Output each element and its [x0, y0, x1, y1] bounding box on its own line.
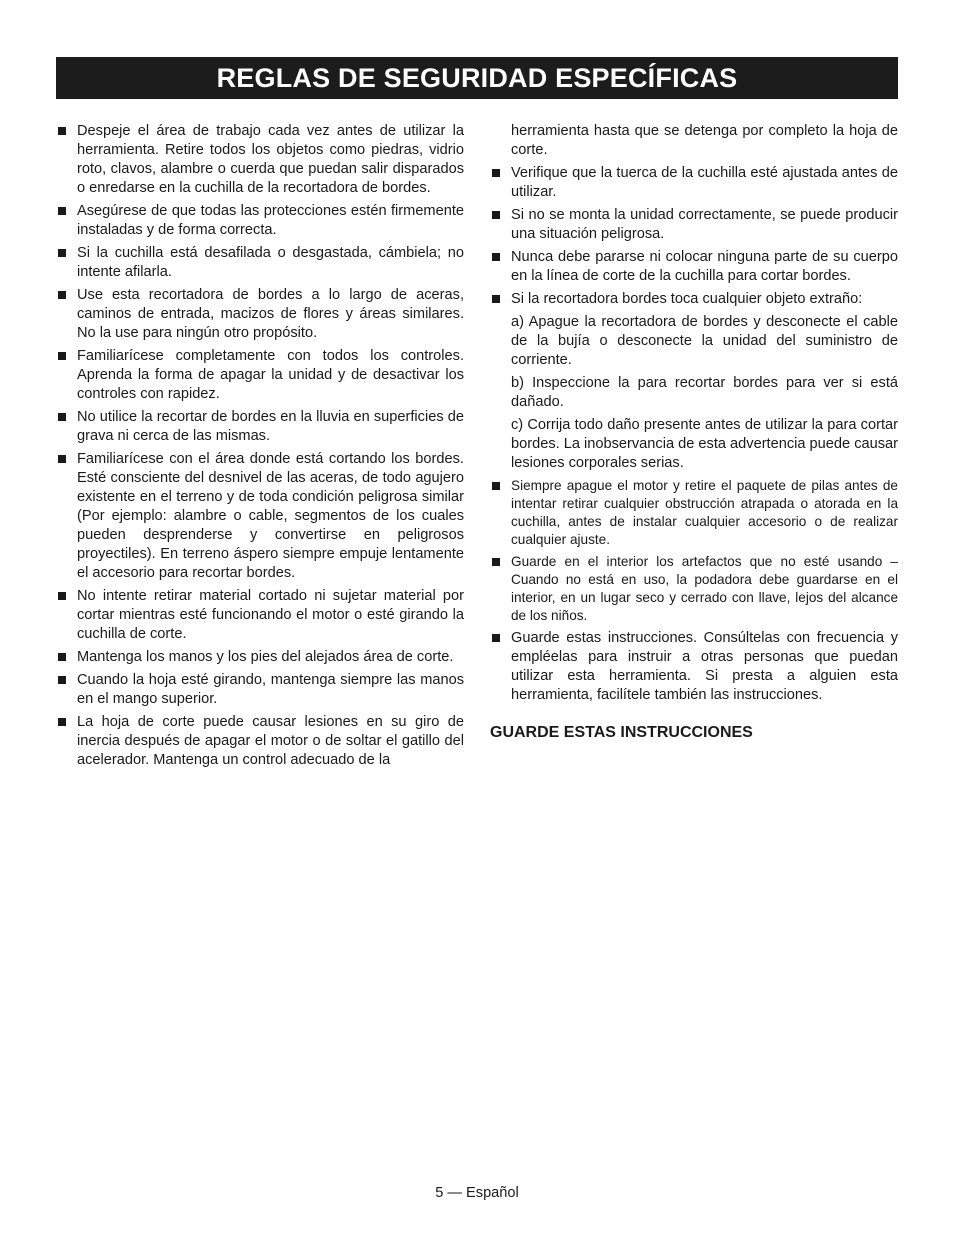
right-rules-list-b	[490, 477, 898, 625]
square-bullet-icon	[492, 253, 500, 261]
square-bullet-icon	[492, 634, 500, 642]
sub-step: a) Apague la recortadora de bordes y desconecte el cable de la bujía o desconecte la unidad del suministro de corriente.	[511, 314, 898, 368]
page-title: REGLAS DE SEGURIDAD ESPECÍFICAS	[216, 62, 738, 93]
list-item: Despeje el área de trabajo cada vez antes de utilizar la herramienta. Retire todos los objetos como piedras, vidrio roto, clavos, alambre o cuerda que puedan salir disparados o enredarse en la cuchilla de la recortadora de bordes.	[56, 122, 464, 198]
list-item: Familiarícese con el área donde está cortando los bordes. Esté consciente del desnivel de las aceras, de todo agujero existente en el terreno y de toda condición peligrosa similar (Por ejemplo: alambre o cable, segmentos de los cuales pueden desprenderse y convertirse en peligrosos proyectiles). En terreno áspero siempre empuje lentamente el accesorio para recortar bordes.	[56, 450, 464, 583]
square-bullet-icon	[58, 653, 66, 661]
list-item: Guarde estas instrucciones. Consúltelas con frecuencia y empléelas para instruir a otras personas que puedan utilizar esta herramienta. Si presta a alguien esta herramienta, facilítele también las instrucciones.	[490, 629, 898, 705]
section-title-bar	[56, 57, 898, 99]
square-bullet-icon	[58, 413, 66, 421]
list-item: Mantenga los manos y los pies del alejados área de corte.	[56, 648, 464, 667]
square-bullet-icon	[58, 676, 66, 684]
list-item: Si la cuchilla está desafilada o desgastada, cámbiela; no intente afilarla.	[56, 244, 464, 282]
square-bullet-icon	[58, 249, 66, 257]
list-item: Familiarícese completamente con todos los controles. Aprenda la forma de apagar la unidad y de desactivar los controles con rapidez.	[56, 347, 464, 404]
square-bullet-icon	[58, 592, 66, 600]
square-bullet-icon	[58, 455, 66, 463]
square-bullet-icon	[58, 291, 66, 299]
square-bullet-icon	[492, 482, 500, 490]
square-bullet-icon	[492, 295, 500, 303]
left-column	[56, 122, 464, 774]
right-rules-list-a	[490, 164, 898, 309]
list-item: Si la recortadora bordes toca cualquier objeto extraño:	[490, 290, 898, 309]
square-bullet-icon	[492, 169, 500, 177]
list-item: Cuando la hoja esté girando, mantenga siempre las manos en el mango superior.	[56, 671, 464, 709]
list-item: No utilice la recortar de bordes en la lluvia en superficies de grava ni cerca de las mismas.	[56, 408, 464, 446]
list-item: Siempre apague el motor y retire el paquete de pilas antes de intentar retirar cualquier obstrucción atrapada o atorada en la cuchilla, antes de instalar cualquier accesorio o de realizar cualquier ajuste.	[490, 477, 898, 549]
square-bullet-icon	[58, 718, 66, 726]
square-bullet-icon	[58, 207, 66, 215]
list-item: Guarde en el interior los artefactos que no esté usando – Cuando no está en uso, la podadora debe guardarse en el interior, en un lugar seco y cerrado con llave, lejos del alcance de los niños.	[490, 553, 898, 625]
right-column	[490, 122, 898, 743]
page-footer: 5 — Español	[435, 1185, 519, 1201]
closing-heading: GUARDE ESTAS INSTRUCCIONES	[490, 724, 753, 741]
sub-step: b) Inspeccione la para recortar bordes para ver si está dañado.	[511, 375, 898, 410]
list-item: Verifique que la tuerca de la cuchilla esté ajustada antes de utilizar.	[490, 164, 898, 202]
sub-step: c) Corrija todo daño presente antes de utilizar la para cortar bordes. La inobservancia de esta advertencia puede causar lesiones corporales serias.	[511, 417, 898, 471]
list-item: La hoja de corte puede causar lesiones en su giro de inercia después de apagar el motor o de soltar el gatillo del acelerador. Mantenga un control adecuado de la	[56, 713, 464, 770]
square-bullet-icon	[58, 127, 66, 135]
square-bullet-icon	[58, 352, 66, 360]
left-rules-list	[56, 122, 464, 770]
square-bullet-icon	[492, 211, 500, 219]
sub-steps	[490, 313, 898, 473]
list-item: Si no se monta la unidad correctamente, se puede producir una situación peligrosa.	[490, 206, 898, 244]
continued-paragraph: herramienta hasta que se detenga por completo la hoja de corte.	[511, 123, 898, 158]
list-item: Use esta recortadora de bordes a lo largo de aceras, caminos de entrada, macizos de flores y áreas similares. No la use para ningún otro propósito.	[56, 286, 464, 343]
square-bullet-icon	[492, 558, 500, 566]
list-item: Asegúrese de que todas las protecciones estén firmemente instaladas y de forma correcta.	[56, 202, 464, 240]
right-rules-list-c	[490, 629, 898, 705]
list-item: Nunca debe pararse ni colocar ninguna parte de su cuerpo en la línea de corte de la cuchilla para cortar bordes.	[490, 248, 898, 286]
list-item: No intente retirar material cortado ni sujetar material por cortar mientras esté funcionando el motor o esté girando la cuchilla de corte.	[56, 587, 464, 644]
